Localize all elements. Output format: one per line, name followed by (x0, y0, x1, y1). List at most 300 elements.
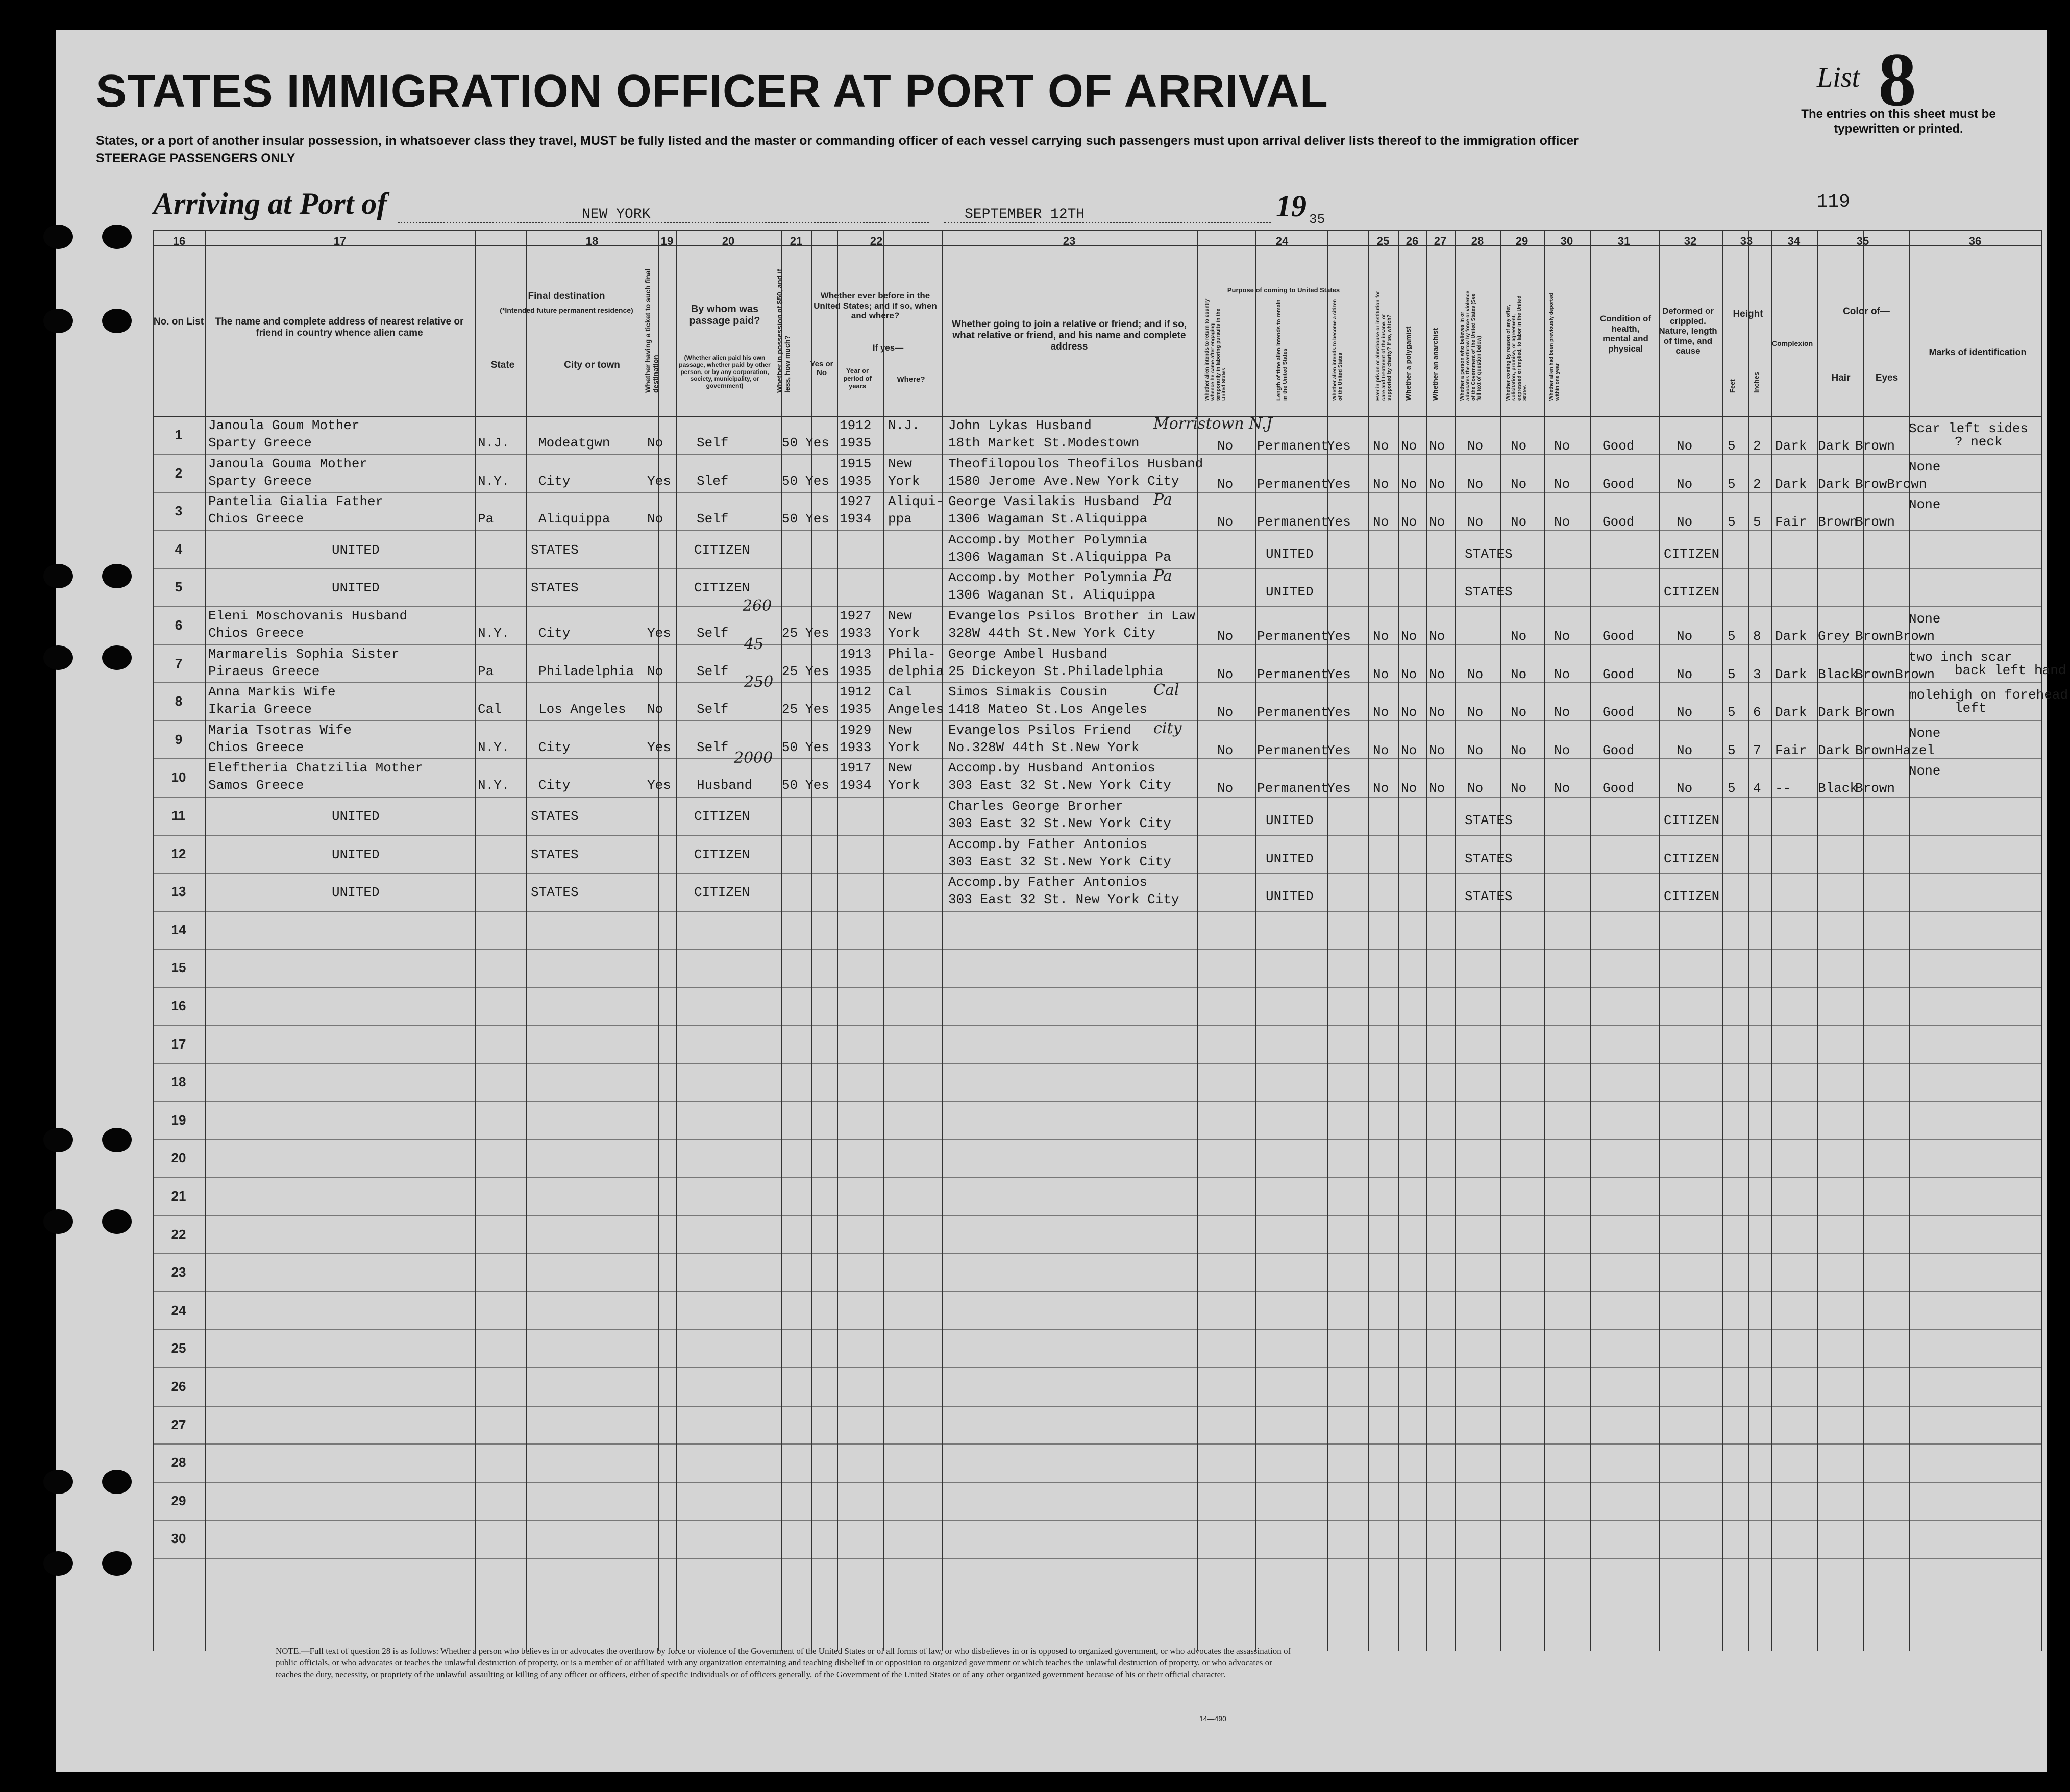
header-rule (153, 416, 2041, 417)
where-2: delphia (888, 663, 944, 679)
join-relative: Simos Simakis Cousin (948, 684, 1108, 700)
row-rule (153, 1139, 2041, 1140)
marks: None (1909, 725, 1941, 741)
row-number: 30 (171, 1531, 186, 1547)
handwritten-annotation: Cal (1153, 681, 1179, 700)
height-feet: 5 (1728, 666, 1736, 682)
purpose-length: UNITED (1266, 546, 1314, 562)
question-29: No (1511, 781, 1527, 797)
row-number: 1 (175, 427, 183, 442)
dest-city: Los Angeles (538, 702, 626, 717)
dest-state: N.Y. (478, 778, 510, 793)
column-rule (942, 230, 943, 1651)
row-rule (153, 1367, 2041, 1368)
col-21-header: Whether in possession of $50, and if less, how much? (775, 269, 792, 393)
complexion: Dark (1775, 629, 1807, 644)
hair: Dark (1818, 476, 1850, 492)
where-1: New (888, 608, 912, 624)
ticket: Yes (647, 473, 671, 489)
question-28: STATES (1465, 584, 1513, 600)
money: 50 (782, 778, 798, 793)
binder-hole (43, 1128, 73, 1152)
row-rule (153, 454, 2041, 455)
question-27: No (1429, 438, 1445, 454)
purpose-return: No (1217, 629, 1234, 644)
row-number: 3 (175, 503, 183, 519)
question-26: No (1401, 514, 1417, 530)
where-1: New (888, 456, 912, 471)
eyes: BrownHazel (1855, 742, 1935, 758)
year-prefix: 19 (1276, 189, 1307, 223)
col-22-where: Where? (897, 375, 925, 384)
binder-hole (43, 309, 73, 333)
page-number: 119 (1817, 191, 1850, 212)
row-rule (153, 1482, 2041, 1483)
dest-state: N.J. (478, 435, 510, 451)
relative-name: UNITED (332, 847, 380, 862)
col-25-header: Ever in prison or almshouse or institution for care and treatment of the insane, or supported by charity? If so, which? (1375, 291, 1392, 401)
purpose-length: Permanent (1257, 476, 1329, 492)
health: Good (1603, 514, 1635, 530)
deformed: No (1677, 742, 1693, 758)
purpose-citizen: Yes (1327, 514, 1351, 530)
year-1: 1929 (840, 722, 872, 738)
row-rule (153, 1520, 2041, 1521)
height-feet: 5 (1728, 742, 1736, 758)
deformed: No (1677, 781, 1693, 797)
purpose-citizen: Yes (1327, 705, 1351, 720)
hair: Grey (1818, 629, 1850, 644)
question-25: No (1373, 514, 1389, 530)
question-30: No (1554, 629, 1570, 644)
col-24-citizen: Whether alien intends to become a citizen of the United States (1332, 299, 1343, 401)
handwritten-amount: 2000 (734, 749, 773, 767)
question-28: STATES (1465, 889, 1513, 905)
header-subtitle: States, or a port of another insular possession, in whatsoever class they travel, MUST be fully listed and the master or commanding officer of each vessel carrying such passengers must upon arrival deliver lists thereof to the immigration officer (96, 134, 1579, 148)
purpose-return: No (1217, 705, 1234, 720)
year-2: 1934 (840, 778, 872, 793)
col-19-header: Whether having a ticket to such final destination (644, 268, 660, 393)
question-26: No (1401, 629, 1417, 644)
column-number: 31 (1617, 235, 1631, 247)
money: 50 (782, 435, 798, 451)
purpose-length: Permanent (1257, 705, 1329, 720)
join-address: 1306 Wagaman St.Aliquippa Pa (948, 549, 1171, 565)
question-30: No (1554, 666, 1570, 682)
dest-state: N.Y. (478, 473, 510, 489)
port-value: NEW YORK (582, 207, 651, 222)
question-26: No (1401, 742, 1417, 758)
question-29: No (1511, 742, 1527, 758)
height-inches: 5 (1753, 514, 1761, 530)
question-28: No (1467, 742, 1484, 758)
col-34-header: Complexion (1772, 339, 1813, 347)
year-2: 1935 (840, 702, 872, 717)
height-feet: 5 (1728, 705, 1736, 720)
form-number: 14—490 (1199, 1714, 1226, 1723)
question-29: No (1511, 438, 1527, 454)
column-rule (837, 230, 838, 1651)
purpose-return: No (1217, 514, 1234, 530)
row-number: 7 (175, 655, 183, 671)
where-2: York (888, 626, 920, 641)
health: Good (1603, 742, 1635, 758)
complexion: Dark (1775, 476, 1807, 492)
column-rule (526, 230, 527, 1651)
relative-name: Janoula Gouma Mother (208, 456, 368, 471)
question-27: No (1429, 666, 1445, 682)
purpose-citizen: Yes (1327, 781, 1351, 797)
question-28: No (1467, 705, 1484, 720)
join-address: 1306 Waganan St. Aliquippa (948, 587, 1155, 603)
dest-city: City (538, 778, 571, 793)
relative-name: UNITED (332, 542, 380, 558)
row-rule (153, 1215, 2041, 1216)
height-inches: 3 (1753, 666, 1761, 682)
relative-name: Janoula Goum Mother (208, 418, 360, 433)
handwritten-annotation: city (1153, 719, 1182, 737)
dest-state: STATES (531, 580, 579, 596)
relative-address: Chios Greece (208, 626, 304, 641)
join-relative: Evangelos Psilos Friend (948, 722, 1131, 738)
purpose-length: Permanent (1257, 438, 1329, 454)
height-inches: 2 (1753, 476, 1761, 492)
column-number: 28 (1471, 235, 1484, 247)
binder-hole (102, 1209, 132, 1234)
purpose-length: Permanent (1257, 666, 1329, 682)
purpose-citizen: Yes (1327, 629, 1351, 644)
question-27: No (1429, 705, 1445, 720)
passage-paid: CITIZEN (694, 809, 750, 824)
binder-hole (102, 564, 132, 588)
binder-hole (43, 1551, 73, 1576)
purpose-length: UNITED (1266, 813, 1314, 828)
column-number: 35 (1856, 235, 1869, 247)
hair: Dark (1818, 438, 1850, 454)
col-22-header: Whether ever before in the United States; and if so, when and where? (814, 291, 937, 321)
col-no-on-list: No. on List (153, 316, 204, 327)
health: Good (1603, 781, 1635, 797)
join-relative: Evangelos Psilos Brother in Law (948, 608, 1195, 624)
row-number: 28 (171, 1455, 186, 1471)
question-26: No (1401, 476, 1417, 492)
question-27: No (1429, 629, 1445, 644)
handwritten-annotation: Pa (1153, 491, 1172, 509)
join-address: 303 East 32 St.New York City (948, 854, 1171, 869)
where-2: York (888, 473, 920, 489)
complexion: Dark (1775, 438, 1807, 454)
eyes: Brown (1855, 781, 1895, 797)
question-28: No (1467, 438, 1484, 454)
dest-state: N.Y. (478, 626, 510, 641)
money: 50 (782, 473, 798, 489)
hair: Brown (1818, 514, 1858, 530)
ever-before: Yes (805, 511, 829, 527)
row-number: 5 (175, 579, 183, 595)
relative-address: Samos Greece (208, 778, 304, 793)
binder-hole (102, 1128, 132, 1152)
year-1: 1917 (840, 760, 872, 776)
row-rule (153, 606, 2041, 607)
marks-2: back left hand (1955, 662, 2066, 678)
ticket: No (647, 435, 663, 451)
deformed: No (1677, 438, 1693, 454)
dest-state: Cal (478, 702, 502, 717)
join-address: 303 East 32 St.New York City (948, 778, 1171, 793)
binder-hole (43, 645, 73, 670)
header-rule (153, 230, 2041, 231)
ever-before: Yes (805, 435, 829, 451)
join-relative: Accomp.by Mother Polymnia (948, 532, 1148, 547)
ever-before: Yes (805, 702, 829, 717)
row-rule (153, 1443, 2041, 1445)
date-value: SEPTEMBER 12TH (965, 207, 1085, 222)
height-inches: 8 (1753, 629, 1761, 644)
column-rule (2041, 230, 2042, 1651)
row-rule (153, 758, 2041, 759)
row-number: 24 (171, 1302, 186, 1318)
question-26: No (1401, 705, 1417, 720)
column-rule (475, 230, 476, 1651)
column-rule (1748, 230, 1749, 1651)
question-30: No (1554, 514, 1570, 530)
col-23-header: Whether going to join a relative or friend; and if so, what relative or friend, and his name and complete address (951, 319, 1187, 352)
row-number: 18 (171, 1074, 186, 1090)
relative-name: UNITED (332, 580, 380, 596)
height-inches: 6 (1753, 705, 1761, 720)
height-inches: 4 (1753, 781, 1761, 797)
row-number: 23 (171, 1264, 186, 1280)
hair: Dark (1818, 705, 1850, 720)
row-rule (153, 1329, 2041, 1330)
question-28: No (1467, 514, 1484, 530)
marks: None (1909, 459, 1941, 475)
column-number: 33 (1740, 235, 1753, 247)
relative-address: Chios Greece (208, 511, 304, 527)
question-30: No (1554, 742, 1570, 758)
footer-note: NOTE.—Full text of question 28 is as follows: Whether a person who believes in or advocates the overthrow by force or violence of the Government of the United States or of all forms of law, or who disbelieves in or is opposed to organized government, or who advocates the assassination of public officials, or who advocates or teaches the unlawful destruction of property, or is a member of or affiliated with any organization entertaining and teaching disbelief in or opposition to organized government or which teaches the unlawful destruction of property, or who advocates or teaches the duty, necessity, or propriety of the unlawful assaulting or killing of any officer or officers, either of specific individuals or of officers generally, of the Government of the United States or of any other organized government because of his or their official character. (276, 1646, 1291, 1679)
col-22-yesno: Yes or No (810, 360, 833, 378)
col-29-header: Whether coming by reason of any offer, solicitation, promise, or agreement, expressed or implied, to labor in the United States (1506, 295, 1528, 401)
row-rule (153, 1063, 2041, 1064)
eyes: BrownBrown (1855, 629, 1935, 644)
handwritten-amount: 260 (743, 597, 772, 615)
row-rule (153, 1291, 2041, 1292)
deformed: CITIZEN (1664, 889, 1720, 905)
dest-state: Pa (478, 511, 494, 527)
row-number: 17 (171, 1036, 186, 1052)
col-24-header: Purpose of coming to United States (1227, 286, 1340, 294)
question-25: No (1373, 629, 1389, 644)
passage-paid: CITIZEN (694, 542, 750, 558)
join-relative: Accomp.by Father Antonios (948, 875, 1148, 890)
question-30: No (1554, 705, 1570, 720)
row-rule (153, 987, 2041, 988)
purpose-citizen: Yes (1327, 476, 1351, 492)
col-24-length: Length of time alien intends to remain in the United States (1276, 299, 1289, 401)
deformed: No (1677, 666, 1693, 682)
column-rule (1368, 230, 1369, 1651)
passage-paid: Self (697, 435, 729, 451)
purpose-return: No (1217, 438, 1234, 454)
column-number: 36 (1968, 235, 1982, 247)
question-28: No (1467, 781, 1484, 797)
row-rule (153, 911, 2041, 912)
question-26: No (1401, 438, 1417, 454)
row-rule (153, 1406, 2041, 1407)
column-number: 30 (1560, 235, 1573, 247)
eyes: BrownBrown (1855, 666, 1935, 682)
deformed: CITIZEN (1664, 813, 1720, 828)
purpose-length: Permanent (1257, 742, 1329, 758)
dest-state: STATES (531, 542, 579, 558)
passage-paid: Self (697, 626, 729, 641)
purpose-length: UNITED (1266, 851, 1314, 866)
height-feet: 5 (1728, 438, 1736, 454)
arriving-label: Arriving at Port of (153, 187, 387, 220)
year-2: 1935 (840, 663, 872, 679)
row-rule (153, 1253, 2041, 1254)
hair: Black (1818, 666, 1858, 682)
relative-address: Sparty Greece (208, 435, 312, 451)
question-28: STATES (1465, 546, 1513, 562)
question-25: No (1373, 666, 1389, 682)
column-rule (1426, 230, 1427, 1651)
col-18-note: (*Intended future permanent residence) (500, 306, 633, 314)
marks: None (1909, 497, 1941, 513)
handwritten-annotation: Pa (1153, 567, 1172, 585)
column-rule (883, 230, 884, 1651)
where-2: ppa (888, 511, 912, 527)
year-2: 1935 (840, 435, 872, 451)
year-1: 1927 (840, 494, 872, 510)
row-number: 15 (171, 960, 186, 976)
join-relative: George Ambel Husband (948, 646, 1108, 662)
join-relative: Accomp.by Father Antonios (948, 836, 1148, 852)
purpose-return: No (1217, 666, 1234, 682)
col-36-header: Marks of identification (1929, 347, 2027, 357)
row-number: 9 (175, 731, 183, 747)
passage-paid: Self (697, 739, 729, 755)
col-32-header: Deformed or crippled. Nature, length of time, and cause (1659, 306, 1717, 356)
question-25: No (1373, 438, 1389, 454)
where-2: York (888, 778, 920, 793)
col-31-header: Condition of health, mental and physical (1599, 314, 1652, 354)
column-rule (1722, 230, 1723, 1651)
col-18-city: City or town (564, 360, 620, 370)
row-number: 16 (171, 998, 186, 1013)
join-address: 1418 Mateo St.Los Angeles (948, 702, 1148, 717)
question-29: No (1511, 705, 1527, 720)
deformed: No (1677, 514, 1693, 530)
year-1: 1913 (840, 646, 872, 662)
hair: Black (1818, 781, 1858, 797)
row-number: 20 (171, 1150, 186, 1166)
purpose-citizen: Yes (1327, 438, 1351, 454)
binder-hole (43, 1209, 73, 1234)
column-rule (1197, 230, 1198, 1651)
purpose-citizen: Yes (1327, 666, 1351, 682)
health: Good (1603, 705, 1635, 720)
row-rule (153, 644, 2041, 645)
join-relative: Accomp.by Mother Polymnia (948, 570, 1148, 586)
join-address: 25 Dickeyon St.Philadelphia (948, 663, 1164, 679)
row-rule (153, 720, 2041, 721)
question-27: No (1429, 476, 1445, 492)
handwritten-amount: 250 (744, 673, 774, 691)
year-2: 1934 (840, 511, 872, 527)
row-number: 27 (171, 1416, 186, 1432)
money: 50 (782, 739, 798, 755)
binder-hole (102, 1551, 132, 1576)
deformed: No (1677, 705, 1693, 720)
row-number: 14 (171, 922, 186, 937)
row-number: 29 (171, 1492, 186, 1508)
relative-name: UNITED (332, 885, 380, 901)
question-27: No (1429, 514, 1445, 530)
relative-name: Pantelia Gialia Father (208, 494, 384, 510)
ticket: No (647, 663, 663, 679)
year-2: 1933 (840, 739, 872, 755)
relative-name: Eleni Moschovanis Husband (208, 608, 408, 624)
health: Good (1603, 438, 1635, 454)
row-number: 25 (171, 1340, 186, 1356)
eyes: Brown (1855, 705, 1895, 720)
where-2: York (888, 739, 920, 755)
height-inches: 7 (1753, 742, 1761, 758)
where-1: N.J. (888, 418, 920, 433)
year-1: 1912 (840, 418, 872, 433)
where-1: Aliqui- (888, 494, 944, 510)
height-feet: 5 (1728, 629, 1736, 644)
marks-2: ? neck (1955, 434, 2003, 450)
purpose-length: UNITED (1266, 584, 1314, 600)
money: 25 (782, 663, 798, 679)
join-address: No.328W 44th St.New York (948, 739, 1140, 755)
dest-city: City (538, 473, 571, 489)
col-35-eyes: Eyes (1875, 372, 1899, 383)
marks: None (1909, 763, 1941, 779)
passage-paid: CITIZEN (694, 885, 750, 901)
relative-name: Maria Tsotras Wife (208, 722, 352, 738)
eyes: Brown (1855, 514, 1895, 530)
column-rule (1909, 230, 1910, 1651)
col-30-header: Whether alien had been previously deported within one year (1549, 293, 1560, 401)
question-26: No (1401, 666, 1417, 682)
col-17-header: The name and complete address of nearest relative or friend in country whence alien came (215, 316, 464, 338)
dest-city: Modeatgwn (538, 435, 610, 451)
col-33-header: Height (1733, 309, 1763, 319)
money: 50 (782, 511, 798, 527)
join-address: 1306 Wagaman St.Aliquippa (948, 511, 1148, 527)
column-number: 32 (1684, 235, 1697, 247)
row-rule (153, 1558, 2041, 1559)
where-1: Cal (888, 684, 912, 700)
deformed: No (1677, 629, 1693, 644)
marks: Scar left sides (1909, 421, 2029, 436)
deformed: CITIZEN (1664, 546, 1720, 562)
row-rule (153, 1025, 2041, 1026)
column-rule (1544, 230, 1545, 1651)
row-number: 11 (171, 808, 186, 823)
dest-state: Pa (478, 663, 494, 679)
col-20-header: By whom was passage paid? (689, 304, 760, 327)
complexion: Fair (1775, 742, 1807, 758)
join-relative: Theofilopoulos Theofilos Husband (948, 456, 1203, 471)
year-1: 1915 (840, 456, 872, 471)
question-28: STATES (1465, 813, 1513, 828)
dest-city: Philadelphia (538, 663, 634, 679)
